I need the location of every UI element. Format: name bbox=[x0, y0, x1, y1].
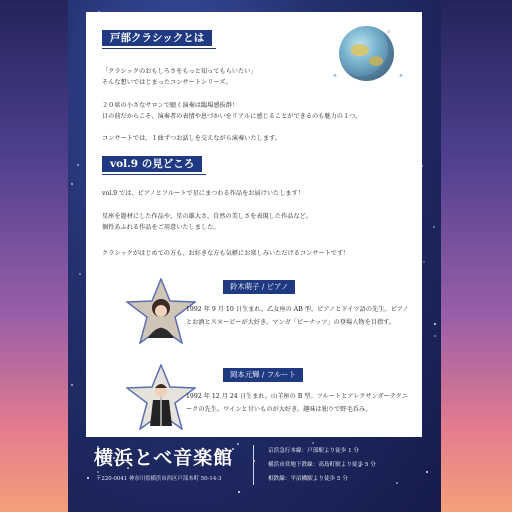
highlights-paragraph-2: 星座を題材にした作品や、星の雄大さ、自然の美しさを表現した作品など。 個性あふれる作品をご用意いたしました。 bbox=[102, 213, 313, 232]
artist-name-flutist: 岡本元輝 / フルート bbox=[223, 368, 303, 382]
content-panel bbox=[86, 12, 422, 437]
highlights-paragraph-3: クラシックがはじめての方も、お好きな方も気軽にお楽しみいただけるコンサートです！ bbox=[102, 250, 350, 257]
access-line: 相鉄線：平沼橋駅より徒歩 5 分 bbox=[268, 476, 348, 482]
star-dot bbox=[71, 183, 73, 185]
venue-address: 〒220-0041 神奈川県横浜市西区戸部本町 50-14-3 bbox=[96, 476, 222, 482]
star-dot bbox=[434, 323, 436, 325]
about-paragraph-3: コンサートでは、１曲ずつお話しを交えながら演奏いたします。 bbox=[102, 135, 281, 142]
sparkle-icon: ✦ bbox=[332, 72, 338, 80]
star-dot bbox=[426, 471, 428, 473]
artist-bio-flutist: 1992 年 12 月 24 日生まれ。山羊座の B 型。フルートとアレクサンダーテクニークの先生。ワインと甘いものが大好き。趣味は独りで野毛呑み。 bbox=[186, 393, 408, 413]
footer-divider bbox=[253, 445, 254, 485]
section-heading-highlights: vol.9 の見どころ bbox=[102, 156, 202, 172]
star-dot bbox=[79, 273, 81, 275]
sparkle-icon: ✦ bbox=[398, 72, 404, 80]
access-line: 京浜急行本線：戸部駅より徒歩 1 分 bbox=[268, 448, 360, 454]
star-dot bbox=[423, 261, 425, 263]
artist-bio-pianist: 1992 年 9 月 10 日生まれ。乙女座の AB 型。ピアノとドイツ語の先生。ピアノとお酒とスヌーピーが大好き。マンガ「ピーナッツ」の登場人物を目指す。 bbox=[186, 306, 409, 326]
access-line: 横浜市営地下鉄線：高島町駅より徒歩 5 分 bbox=[268, 462, 376, 468]
star-dot bbox=[434, 335, 436, 337]
highlights-paragraph-1: vol.9 では、ピアノとフルートで星にまつわる作品をお届けいたします！ bbox=[102, 190, 304, 197]
flyer bbox=[68, 0, 441, 512]
star-dot bbox=[71, 384, 73, 386]
artist-name-pianist: 鈴木萌子 / ピアノ bbox=[223, 280, 295, 294]
about-paragraph-2: ２０席の小さなサロンで聴く演奏は臨場感抜群！ 目の前だからこそ、演奏者の表情や息づかいをリアルに感じることができるのも魅力の１つ。 bbox=[102, 102, 362, 121]
star-dot bbox=[77, 164, 79, 166]
about-paragraph-1: 「クラシックのおもしろさをもっと知ってもらいたい」 そんな想いではじまったコンサートシリーズ。 bbox=[102, 68, 257, 87]
venue-name: 横浜とべ音楽館 bbox=[94, 447, 234, 469]
sparkle-icon: ✧ bbox=[386, 28, 392, 36]
star-dot bbox=[433, 226, 435, 228]
venue-footer bbox=[86, 437, 422, 493]
section-heading-about: 戸部クラシックとは bbox=[102, 30, 212, 46]
